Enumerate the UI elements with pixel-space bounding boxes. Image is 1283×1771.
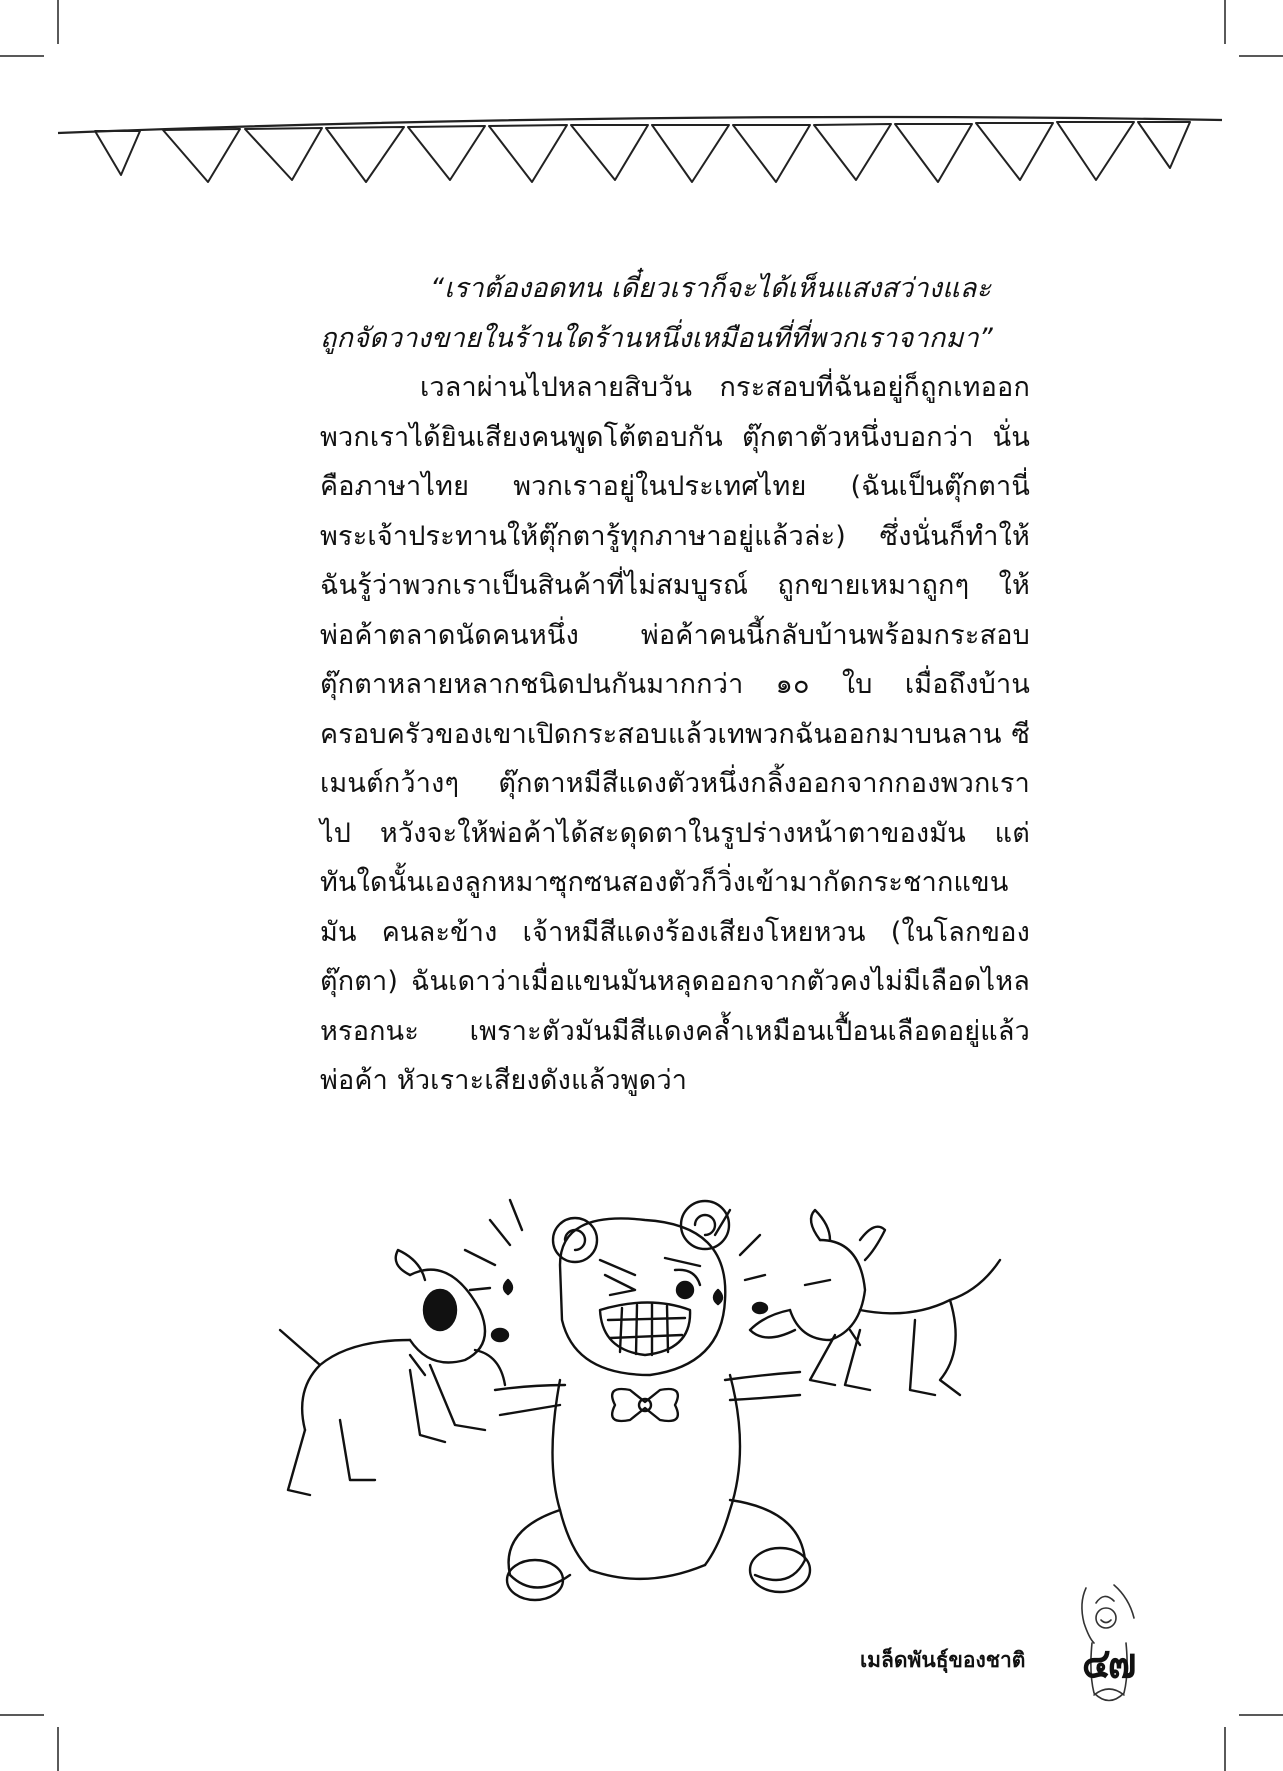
body-paragraph: เวลาผ่านไปหลายสิบวัน กระสอบที่ฉันอยู่ก็ถูกเทออก พวกเราได้ยินเสียงคนพูดโต้ตอบกัน ตุ๊กตาตัวหนึ่งบอกว่า นั่นคือภาษาไทย พวกเราอยู่ในประเทศไทย (ฉันเป็นตุ๊กตานี่ พระเจ้าประทานให้ตุ๊กตารู้ทุกภาษาอยู่แล้วล่ะ) ซึ่งนั่นก็ทำให้ ฉันรู้ว่าพวกเราเป็นสินค้าที่ไม่สมบูรณ์ ถูกขายเหมาถูกๆ ให้ พ่อค้าตลาดนัดคนหนึ่ง พ่อค้าคนนี้กลับบ้านพร้อมกระสอบ ตุ๊กตาหลายหลากชนิดปนกันมากกว่า ๑๐ ใบ เมื่อถึงบ้าน ครอบครัวของเขาเปิดกระสอบแล้วเทพวกฉันออกมาบนลาน ซีเมนต์กว้างๆ ตุ๊กตาหมีสีแดงตัวหนึ่งกลิ้งออกจากกองพวกเราไป หวังจะให้พ่อค้าได้สะดุดตาในรูปร่างหน้าตาของมัน แต่ ทันใดนั้นเองลูกหมาซุกซนสองตัวก็วิ่งเข้ามากัดกระชากแขนมัน คนละข้าง เจ้าหมีสีแดงร้องเสียงโหยหวน (ในโลกของตุ๊กตา) ฉันเดาว่าเมื่อแขนมันหลุดออกจากตัวคงไม่มีเลือดไหลหรอกนะ เพราะตัวมันมีสีแดงคล้ำเหมือนเปื้อนเลือดอยู่แล้ว พ่อค้า หัวเราะเสียงดังแล้วพูดว่า bbox=[320, 372, 1030, 1096]
page-number: ๔๗ bbox=[1082, 1638, 1134, 1687]
book-title: เมล็ดพันธุ์ของชาติ bbox=[860, 1648, 1026, 1672]
quote-line-1: “เราต้องอดทน เดี๋ยวเราก็จะได้เห็นแสงสว่างและ bbox=[430, 273, 992, 304]
story-text bbox=[320, 264, 1030, 1106]
bear-and-puppies-illustration bbox=[260, 1180, 1080, 1640]
bunting-flags-icon bbox=[0, 0, 1283, 220]
quote-line-2: ถูกจัดวางขายในร้านใดร้านหนึ่งเหมือนที่ที่พวกเราจากมา” bbox=[320, 322, 993, 354]
